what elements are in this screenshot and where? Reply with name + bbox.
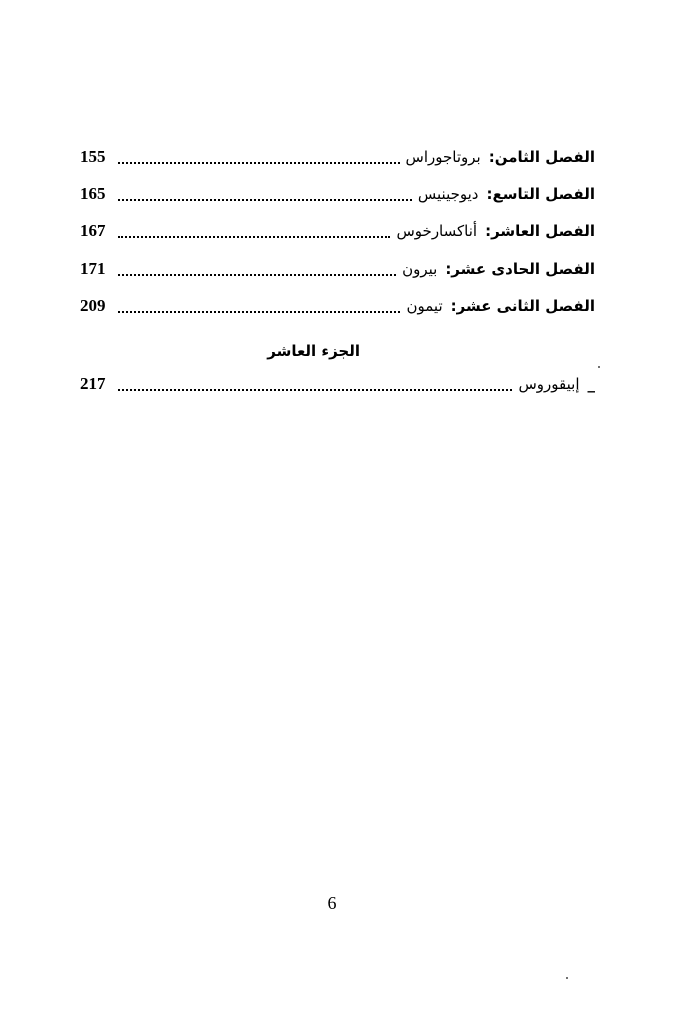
chapter-label: الفصل العاشر: xyxy=(485,222,595,240)
chapter-title: بروتاجوراس xyxy=(405,148,481,166)
scan-speck xyxy=(598,366,600,368)
chapter-title: أناكسارخوس xyxy=(396,222,478,240)
chapter-label: الفصل التاسع: xyxy=(486,185,595,203)
dot-leader xyxy=(118,388,512,391)
scan-speck xyxy=(566,977,568,979)
section-heading: الجزء العاشر xyxy=(267,342,360,360)
dot-leader xyxy=(118,161,400,164)
page-ref: 209 xyxy=(80,296,106,315)
toc-entry xyxy=(80,179,595,209)
chapter-title: ديوجينيس xyxy=(417,185,479,203)
chapter-label: الفصل الحادى عشر: xyxy=(445,260,595,278)
dot-leader xyxy=(118,198,412,201)
dot-leader xyxy=(118,310,400,313)
chapter-title: بيرون xyxy=(402,260,438,278)
toc-entry xyxy=(80,291,595,321)
page-ref: 155 xyxy=(80,147,106,166)
toc-entry xyxy=(80,142,595,172)
toc-entry xyxy=(80,216,595,246)
page-ref: 165 xyxy=(80,184,106,203)
chapter-label: الفصل الثامن: xyxy=(488,148,595,166)
page-number: 6 xyxy=(327,893,337,913)
page-ref: 167 xyxy=(80,221,106,240)
toc-entry xyxy=(80,254,595,284)
chapter-title: إبيقوروس xyxy=(518,375,580,393)
dot-leader xyxy=(118,273,396,276)
page-ref: 217 xyxy=(80,374,106,393)
chapter-title: تيمون xyxy=(406,297,443,315)
dot-leader xyxy=(118,235,390,238)
toc-entry xyxy=(80,369,595,399)
page-ref: 171 xyxy=(80,259,106,278)
chapter-label: الفصل الثانى عشر: xyxy=(450,297,595,315)
entry-dash: _ xyxy=(587,375,595,393)
